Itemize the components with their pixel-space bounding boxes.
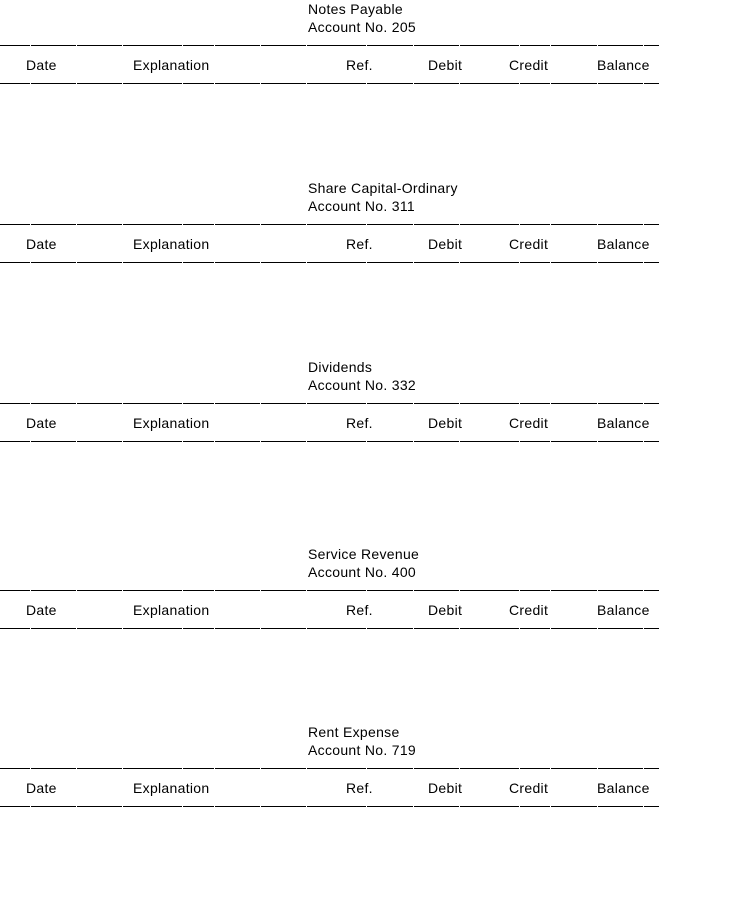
rule-gap: [550, 590, 551, 591]
rule-gap: [30, 403, 31, 404]
rule-gap: [643, 262, 644, 263]
rule-gap: [643, 628, 644, 629]
account-number: Account No. 719: [308, 742, 417, 758]
rule-gap: [643, 806, 644, 807]
explanation-column-header: Explanation: [133, 57, 210, 73]
rule-gap: [122, 403, 123, 404]
balance-column-header: Balance: [597, 602, 650, 618]
rule-gap: [413, 806, 414, 807]
rule-gap: [182, 628, 183, 629]
ledger-account: [0, 724, 738, 814]
table-rule: [0, 224, 659, 225]
rule-gap: [306, 403, 307, 404]
rule-gap: [519, 83, 520, 84]
rule-gap: [76, 628, 77, 629]
rule-gap: [214, 806, 215, 807]
rule-gap: [413, 45, 414, 46]
debit-column-header: Debit: [428, 602, 463, 618]
explanation-column-header: Explanation: [133, 780, 210, 796]
rule-gap: [413, 768, 414, 769]
rule-gap: [459, 262, 460, 263]
balance-column-header: Balance: [597, 415, 650, 431]
rule-gap: [182, 262, 183, 263]
table-rule: [0, 806, 659, 807]
rule-gap: [122, 628, 123, 629]
rule-gap: [260, 441, 261, 442]
rule-gap: [260, 403, 261, 404]
rule-gap: [182, 224, 183, 225]
rule-gap: [550, 441, 551, 442]
rule-gap: [306, 441, 307, 442]
rule-gap: [550, 628, 551, 629]
rule-gap: [366, 768, 367, 769]
debit-column-header: Debit: [428, 57, 463, 73]
rule-gap: [122, 590, 123, 591]
rule-gap: [122, 806, 123, 807]
rule-gap: [30, 83, 31, 84]
ledger-account: [0, 1, 738, 91]
ledger-account: [0, 359, 738, 449]
rule-gap: [459, 806, 460, 807]
rule-gap: [76, 590, 77, 591]
balance-column-header: Balance: [597, 780, 650, 796]
table-rule: [0, 628, 659, 629]
rule-gap: [30, 768, 31, 769]
table-rule: [0, 768, 659, 769]
explanation-column-header: Explanation: [133, 415, 210, 431]
rule-gap: [122, 441, 123, 442]
rule-gap: [519, 768, 520, 769]
rule-gap: [306, 628, 307, 629]
table-rule: [0, 262, 659, 263]
rule-gap: [30, 262, 31, 263]
account-number: Account No. 205: [308, 19, 417, 35]
rule-gap: [643, 224, 644, 225]
rule-gap: [214, 628, 215, 629]
rule-gap: [459, 590, 460, 591]
rule-gap: [76, 403, 77, 404]
debit-column-header: Debit: [428, 415, 463, 431]
date-column-header: Date: [26, 780, 57, 796]
rule-gap: [76, 768, 77, 769]
rule-gap: [366, 806, 367, 807]
rule-gap: [76, 806, 77, 807]
account-name: Rent Expense: [308, 724, 400, 740]
rule-gap: [459, 403, 460, 404]
rule-gap: [306, 806, 307, 807]
rule-gap: [306, 45, 307, 46]
rule-gap: [519, 45, 520, 46]
rule-gap: [122, 45, 123, 46]
rule-gap: [122, 224, 123, 225]
rule-gap: [260, 83, 261, 84]
rule-gap: [214, 262, 215, 263]
rule-gap: [260, 262, 261, 263]
rule-gap: [519, 628, 520, 629]
rule-gap: [597, 403, 598, 404]
rule-gap: [76, 262, 77, 263]
rule-gap: [413, 441, 414, 442]
table-rule: [0, 403, 659, 404]
balance-column-header: Balance: [597, 236, 650, 252]
rule-gap: [550, 768, 551, 769]
rule-gap: [182, 590, 183, 591]
rule-gap: [550, 262, 551, 263]
table-rule: [0, 45, 659, 46]
table-rule: [0, 441, 659, 442]
rule-gap: [519, 590, 520, 591]
rule-gap: [550, 403, 551, 404]
rule-gap: [76, 441, 77, 442]
rule-gap: [366, 262, 367, 263]
rule-gap: [366, 224, 367, 225]
rule-gap: [366, 628, 367, 629]
rule-gap: [76, 45, 77, 46]
rule-gap: [413, 262, 414, 263]
ledger-account: [0, 546, 738, 636]
rule-gap: [366, 441, 367, 442]
rule-gap: [597, 768, 598, 769]
explanation-column-header: Explanation: [133, 602, 210, 618]
rule-gap: [214, 224, 215, 225]
credit-column-header: Credit: [509, 236, 549, 252]
table-rule: [0, 83, 659, 84]
rule-gap: [459, 45, 460, 46]
rule-gap: [643, 403, 644, 404]
rule-gap: [550, 806, 551, 807]
rule-gap: [413, 224, 414, 225]
account-number: Account No. 332: [308, 377, 417, 393]
date-column-header: Date: [26, 236, 57, 252]
rule-gap: [643, 590, 644, 591]
rule-gap: [519, 441, 520, 442]
rule-gap: [182, 83, 183, 84]
rule-gap: [459, 224, 460, 225]
rule-gap: [519, 403, 520, 404]
rule-gap: [30, 224, 31, 225]
ref-column-header: Ref.: [346, 236, 373, 252]
debit-column-header: Debit: [428, 236, 463, 252]
rule-gap: [306, 590, 307, 591]
rule-gap: [366, 590, 367, 591]
rule-gap: [597, 45, 598, 46]
rule-gap: [550, 83, 551, 84]
debit-column-header: Debit: [428, 780, 463, 796]
rule-gap: [306, 768, 307, 769]
balance-column-header: Balance: [597, 57, 650, 73]
date-column-header: Date: [26, 415, 57, 431]
rule-gap: [30, 45, 31, 46]
rule-gap: [597, 224, 598, 225]
rule-gap: [643, 768, 644, 769]
rule-gap: [260, 628, 261, 629]
rule-gap: [519, 806, 520, 807]
ref-column-header: Ref.: [346, 415, 373, 431]
rule-gap: [260, 45, 261, 46]
rule-gap: [214, 83, 215, 84]
rule-gap: [519, 224, 520, 225]
credit-column-header: Credit: [509, 415, 549, 431]
rule-gap: [413, 403, 414, 404]
rule-gap: [366, 403, 367, 404]
rule-gap: [30, 806, 31, 807]
rule-gap: [413, 628, 414, 629]
rule-gap: [182, 45, 183, 46]
account-name: Share Capital-Ordinary: [308, 180, 458, 196]
rule-gap: [306, 262, 307, 263]
rule-gap: [519, 262, 520, 263]
rule-gap: [413, 590, 414, 591]
account-name: Service Revenue: [308, 546, 420, 562]
credit-column-header: Credit: [509, 57, 549, 73]
rule-gap: [597, 262, 598, 263]
rule-gap: [643, 45, 644, 46]
rule-gap: [214, 441, 215, 442]
rule-gap: [550, 45, 551, 46]
rule-gap: [413, 83, 414, 84]
rule-gap: [30, 628, 31, 629]
ledger-account: [0, 180, 738, 270]
rule-gap: [260, 224, 261, 225]
table-rule: [0, 590, 659, 591]
rule-gap: [122, 262, 123, 263]
rule-gap: [76, 83, 77, 84]
rule-gap: [306, 83, 307, 84]
rule-gap: [122, 83, 123, 84]
rule-gap: [459, 83, 460, 84]
rule-gap: [214, 45, 215, 46]
account-name: Dividends: [308, 359, 373, 375]
rule-gap: [366, 45, 367, 46]
rule-gap: [182, 403, 183, 404]
rule-gap: [30, 441, 31, 442]
account-name: Notes Payable: [308, 1, 403, 17]
rule-gap: [182, 806, 183, 807]
rule-gap: [597, 628, 598, 629]
ref-column-header: Ref.: [346, 602, 373, 618]
rule-gap: [459, 768, 460, 769]
credit-column-header: Credit: [509, 780, 549, 796]
rule-gap: [260, 590, 261, 591]
credit-column-header: Credit: [509, 602, 549, 618]
rule-gap: [366, 83, 367, 84]
rule-gap: [597, 806, 598, 807]
rule-gap: [76, 224, 77, 225]
rule-gap: [597, 590, 598, 591]
rule-gap: [643, 441, 644, 442]
rule-gap: [459, 628, 460, 629]
rule-gap: [550, 224, 551, 225]
rule-gap: [260, 768, 261, 769]
ref-column-header: Ref.: [346, 780, 373, 796]
account-number: Account No. 400: [308, 564, 417, 580]
rule-gap: [214, 768, 215, 769]
rule-gap: [459, 441, 460, 442]
rule-gap: [643, 83, 644, 84]
date-column-header: Date: [26, 602, 57, 618]
rule-gap: [597, 441, 598, 442]
rule-gap: [597, 83, 598, 84]
explanation-column-header: Explanation: [133, 236, 210, 252]
rule-gap: [214, 403, 215, 404]
rule-gap: [214, 590, 215, 591]
account-number: Account No. 311: [308, 198, 415, 214]
rule-gap: [182, 768, 183, 769]
date-column-header: Date: [26, 57, 57, 73]
ref-column-header: Ref.: [346, 57, 373, 73]
rule-gap: [30, 590, 31, 591]
rule-gap: [182, 441, 183, 442]
rule-gap: [306, 224, 307, 225]
rule-gap: [122, 768, 123, 769]
rule-gap: [260, 806, 261, 807]
